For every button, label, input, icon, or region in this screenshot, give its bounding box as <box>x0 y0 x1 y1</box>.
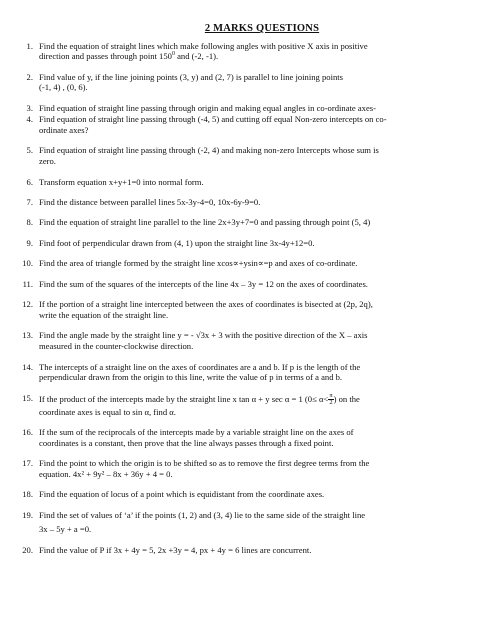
question-13 <box>20 330 476 351</box>
question-17 <box>20 458 476 479</box>
question-number: 13. <box>22 330 33 341</box>
question-number: 9. <box>26 237 33 248</box>
question-text: Find the value of P if 3x + 4y = 5, 2x +3y = 4, px + 4y = 6 lines are concurrent. <box>39 544 312 555</box>
question-number: 14. <box>22 361 33 372</box>
question-text: Find equation of straight line passing through (-4, 5) and cutting off equal Non-zero intercepts on co- ordinate axes? <box>39 114 387 135</box>
question-number: 18. <box>22 489 33 500</box>
question-20 <box>20 545 476 556</box>
question-list <box>20 41 476 556</box>
question-text: The intercepts of a straight line on the axes of coordinates are a and b. If p is the length of the perpendicular drawn from the origin to this line, write the value of p in terms of a and b. <box>39 361 361 383</box>
question-text: Find the point to which the origin is to be shifted so as to remove the first degree terms from the equation. 4x² + 9y² – 8x + 36y + 4 = 0. <box>39 458 370 479</box>
question-number: 8. <box>26 217 33 228</box>
question-number: 11. <box>22 278 33 289</box>
question-text: Find the set of values of ‘a’ if the points (1, 2) and (3, 4) lie to the same side of the straight line 3x – 5y + a =0. <box>39 509 366 535</box>
question-7 <box>20 197 476 208</box>
question-number: 15. <box>22 392 33 403</box>
question-text: Find the distance between parallel lines 5x-3y-4=0, 10x-6y-9=0. <box>39 196 261 207</box>
question-text: If the sum of the reciprocals of the intercepts made by a variable straight line on the axes of coordinates is a constant, then prove that the line always passes through a fixed point. <box>39 427 354 448</box>
question-number: 6. <box>26 176 33 187</box>
question-1 <box>20 41 476 62</box>
question-text: If the portion of a straight line intercepted between the axes of coordinates is bisected at (2p, 2q), write the equation of the straight line. <box>39 299 373 320</box>
question-18 <box>20 489 476 500</box>
question-text: Find the sum of the squares of the intercepts of the line 4x – 3y = 12 on the axes of coordinates. <box>39 278 368 289</box>
question-text: Find the equation of straight line parallel to the line 2x+3y+7=0 and passing through point (5, 4) <box>39 217 371 228</box>
question-number: 3. <box>26 102 33 113</box>
question-number: 17. <box>22 458 33 469</box>
question-text: Find the angle made by the straight line y = - √3x + 3 with the positive direction of the X – axis measured in the counter-clockwise direction. <box>39 330 368 352</box>
question-number: 2. <box>26 71 33 82</box>
question-number: 1. <box>26 40 33 51</box>
page-title: 2 MARKS QUESTIONS <box>204 23 320 34</box>
question-14 <box>20 362 476 383</box>
question-9 <box>20 238 476 249</box>
question-4 <box>20 114 476 135</box>
question-8 <box>20 217 476 228</box>
question-number: 12. <box>22 299 33 310</box>
question-11 <box>20 279 476 290</box>
question-2 <box>20 72 476 93</box>
question-text: Find the area of triangle formed by the straight line xcos∝+ysin∝=p and axes of co-ordinate. <box>39 258 358 269</box>
question-number: 7. <box>26 196 33 207</box>
question-number: 4. <box>26 114 33 125</box>
question-10 <box>20 258 476 269</box>
question-15 <box>20 393 476 418</box>
question-5 <box>20 145 476 166</box>
question-3 <box>20 103 476 114</box>
question-text: Find equation of straight line passing through origin and making equal angles in co-ordinate axes- <box>39 102 376 113</box>
question-number: 19. <box>22 509 33 520</box>
question-text: Find value of y, if the line joining points (3, y) and (2, 7) is parallel to line joining points (-1, 4) , (0, 6). <box>39 71 343 93</box>
question-12 <box>20 299 476 320</box>
question-text: Find the equation of locus of a point which is equidistant from the coordinate axes. <box>39 489 325 500</box>
question-number: 20. <box>22 544 33 555</box>
question-text: Find the equation of straight lines which make following angles with positive X axis in positive direction and passes through point $150^0$ and (-2, -1). <box>39 40 368 62</box>
question-6 <box>20 177 476 188</box>
question-number: 16. <box>22 427 33 438</box>
question-16 <box>20 427 476 448</box>
question-text: Find equation of straight line passing through (-2, 4) and making non-zero Intercepts whose sum is zero. <box>39 145 379 167</box>
question-19 <box>20 510 476 535</box>
question-number: 10. <box>22 258 33 269</box>
question-text: If the product of the intercepts made by the straight line x tan α + y sec α = 1 (0≤ α< $\frac{\pi}{2}$ ) on the coordinate axes is equal to sin α, find α. <box>39 391 360 417</box>
question-text: Transform equation x+y+1=0 into normal form. <box>39 176 204 187</box>
question-number: 5. <box>26 145 33 156</box>
fraction: $\frac{\pi}{2}$ <box>329 391 333 407</box>
question-text: Find foot of perpendicular drawn from (4, 1) upon the straight line 3x-4y+12=0. <box>39 237 315 248</box>
